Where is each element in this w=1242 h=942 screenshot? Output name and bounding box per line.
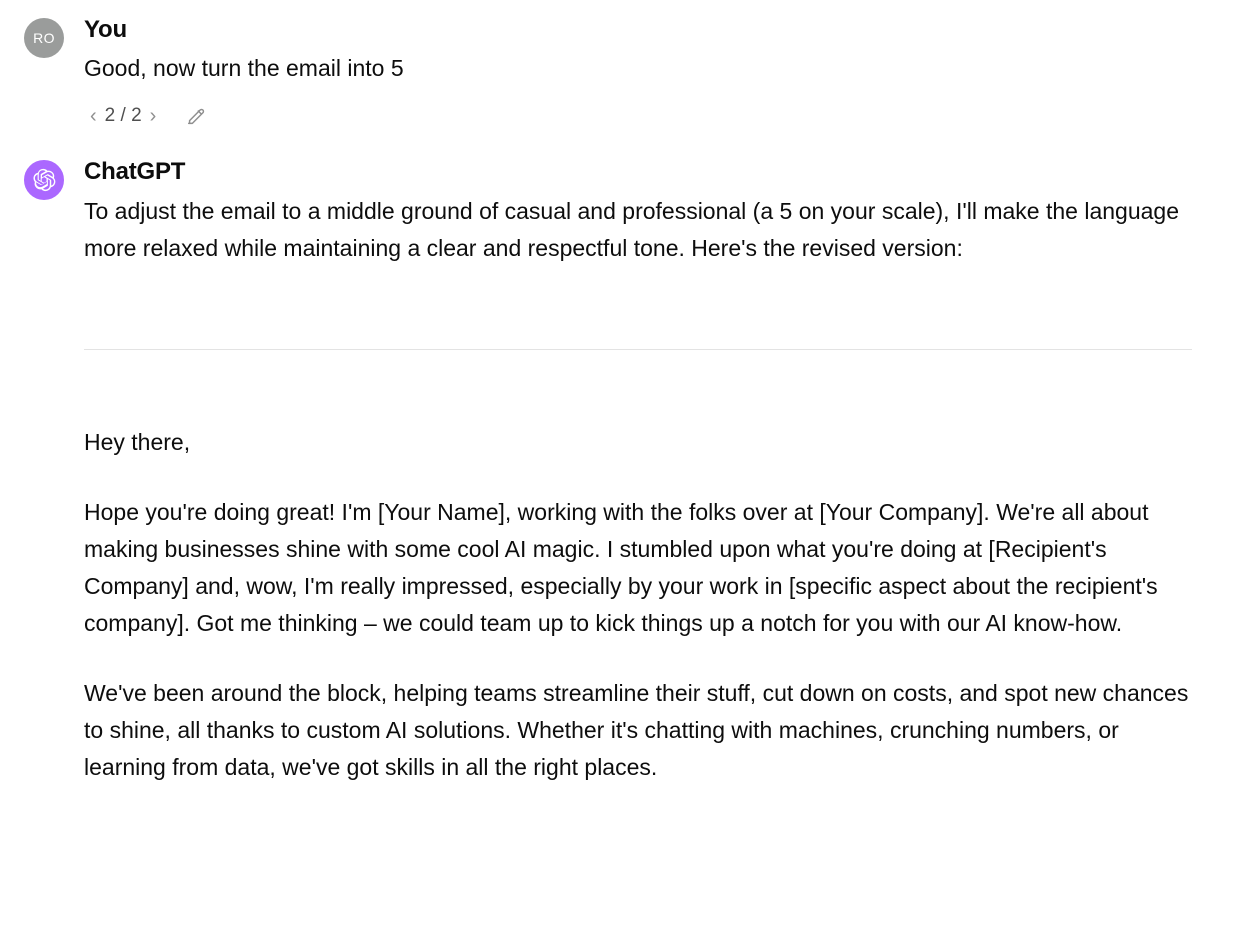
message-author-name: You	[84, 16, 127, 43]
message-actions	[84, 102, 1202, 130]
user-message	[0, 14, 1242, 130]
openai-logo-icon	[31, 167, 57, 193]
next-response-button[interactable]: ›	[149, 104, 157, 127]
user-message-text: Good, now turn the email into 5	[84, 55, 404, 82]
pencil-icon[interactable]	[184, 104, 208, 128]
email-greeting: Hey there,	[84, 429, 191, 456]
message-author-name: ChatGPT	[84, 157, 186, 185]
user-message-body	[84, 14, 1202, 130]
email-draft	[84, 424, 1202, 786]
email-paragraph-1: Hope you're doing great! I'm [Your Name], working with the folks over at [Your Company]. We're all about making businesses shine with some cool AI magic. I stumbled upon what you're doing at [Recipient's Company] and, wow, I'm really impressed, especially by your work in [specific aspect about the recipient's company]. Got me thinking – we could team up to kick things up a notch for you with our AI know-how.	[84, 498, 1158, 637]
assistant-message	[0, 156, 1242, 787]
assistant-intro-text: To adjust the email to a middle ground of casual and professional (a 5 on your scale), I'll make the language more relaxed while maintaining a clear and respectful tone. Here's the revised version:	[84, 197, 1179, 262]
response-counter: 2 / 2	[104, 104, 142, 126]
avatar	[24, 18, 64, 58]
previous-response-button[interactable]: ‹	[90, 104, 97, 127]
avatar-initials: RO	[33, 30, 55, 46]
assistant-message-body	[84, 156, 1202, 787]
avatar	[24, 160, 64, 200]
content-divider	[84, 349, 1192, 350]
email-paragraph-2: We've been around the block, helping teams streamline their stuff, cut down on costs, and spot new chances to shine, all thanks to custom AI solutions. Whether it's chatting with machines, crunching numbers, or learning from data, we've got skills in all the right places.	[84, 679, 1189, 781]
